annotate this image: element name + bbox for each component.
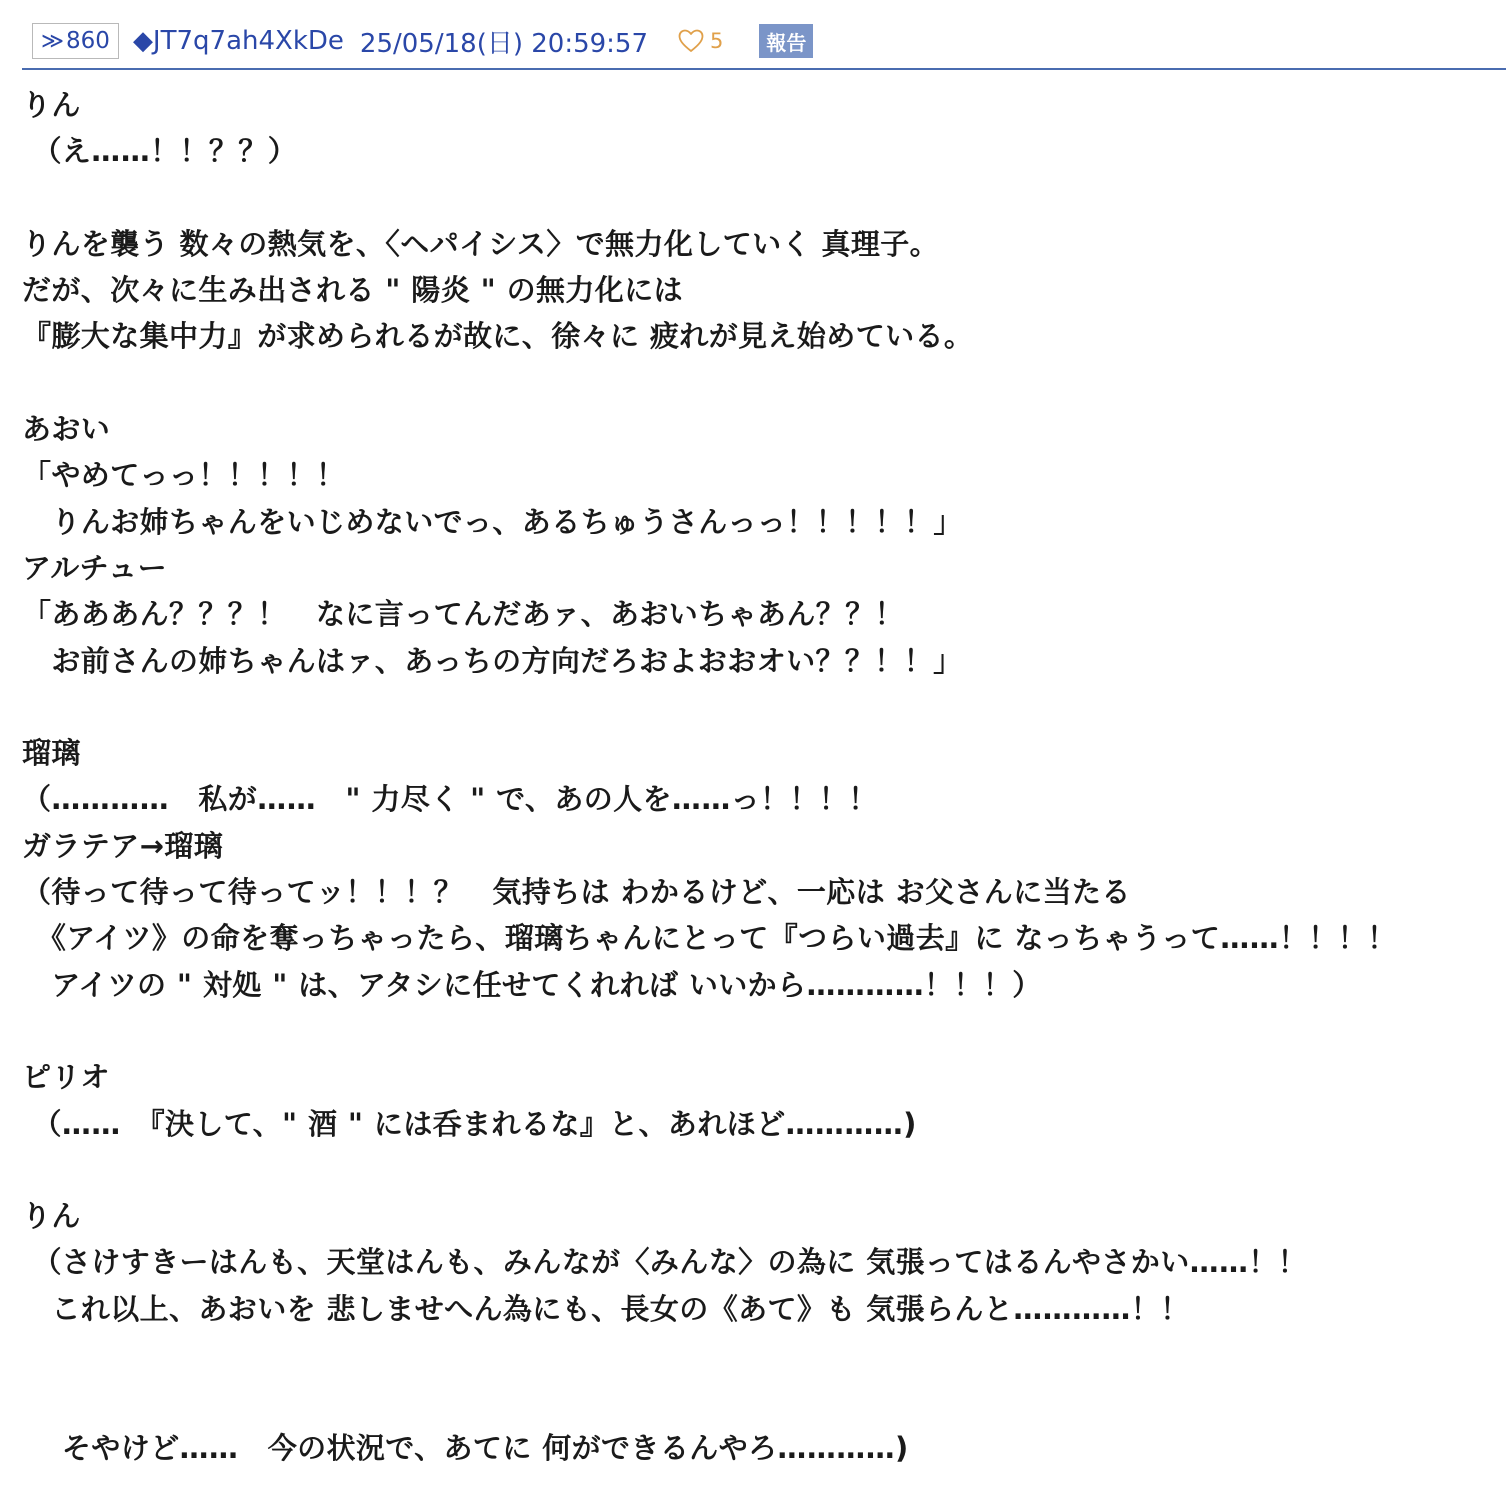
- post-body: [22, 82, 1506, 1471]
- post-body-line: （待って待って待ってッ！！！？ 気持ちは わかるけど、一応は お父さんに当たる: [22, 875, 1131, 910]
- post-body-line: （さけすきーはんも、天堂はんも、みんなが〈みんな〉の為に 気張ってはるんやさかい……！！: [22, 1245, 1308, 1280]
- post-body-line: りんお姉ちゃんをいじめないでっ、あるちゅうさんっっ！！！！！」: [22, 504, 963, 539]
- post-body-line: お前さんの姉ちゃんはァ、あっちの方向だろおよおおオい？？！！」: [22, 643, 963, 678]
- post-body-line: 『膨大な集中力』が求められるが故に、徐々に 疲れが見え始めている。: [22, 319, 974, 354]
- post-body-line: りん: [22, 1199, 81, 1234]
- reply-arrow-icon: ≫: [41, 28, 65, 54]
- post-header: [22, 14, 1506, 70]
- post-body-line: [22, 360, 1506, 406]
- post-body-line: [22, 1008, 1506, 1054]
- reply-number-button[interactable]: [32, 23, 119, 59]
- post-body-line: 「やめてっっ！！！！！: [22, 458, 346, 493]
- post-body-line: （…… 『決して、" 酒 " には呑まれるな』と、あれほど…………): [22, 1106, 917, 1141]
- report-button[interactable]: 報告: [759, 24, 813, 58]
- post-body-line: [22, 1332, 1506, 1378]
- post-body-line: これ以上、あおいを 悲しませへん為にも、長女の《あて》も 気張らんと…………！！: [22, 1291, 1190, 1326]
- poster-id-link[interactable]: ◆JT7q7ah4XkDe: [132, 26, 344, 56]
- post-body-line: （………… 私が…… " 力尽く " で、あの人を……っ！！！！: [22, 782, 878, 817]
- post-body-line: [22, 684, 1506, 730]
- post-body-line: 《アイツ》の命を奪っちゃったら、瑠璃ちゃんにとって『つらい過去』に なっちゃうって……！！！！: [22, 921, 1397, 956]
- post-body-line: りんを襲う 数々の熱気を、〈ヘパイシス〉で無力化していく 真理子。: [22, 226, 940, 261]
- post-body-line: ガラテア→瑠璃: [22, 828, 224, 863]
- like-button[interactable]: [678, 29, 723, 53]
- post-body-line: [22, 1378, 1506, 1424]
- post-body-line: ピリオ: [22, 1060, 110, 1095]
- post-body-line: （え……！！？？）: [22, 134, 298, 169]
- reply-number-label: 860: [66, 28, 110, 54]
- post-body-line: りん: [22, 88, 81, 122]
- post-date: 25/05/18(日) 20:59:57: [359, 28, 649, 59]
- post-body-line: [22, 175, 1506, 221]
- like-count: 5: [710, 29, 724, 53]
- heart-icon: [678, 29, 704, 53]
- post-body-line: アルチュー: [22, 550, 167, 585]
- post-body-line: アイツの " 対処 " は、アタシに任せてくれれば いいから…………！！！）: [22, 967, 1042, 1002]
- post-body-line: あおい: [22, 412, 111, 447]
- post-body-line: 「あああん？？？！ なに言ってんだあァ、あおいちゃあん？？！: [22, 597, 905, 632]
- post-body-line: [22, 1147, 1506, 1193]
- post-body-line: だが、次々に生み出される " 陽炎 " の無力化には: [22, 273, 684, 308]
- post-body-line: 瑠璃: [22, 736, 81, 771]
- post-body-line: そやけど…… 今の状況で、あてに 何ができるんやろ…………): [22, 1430, 909, 1465]
